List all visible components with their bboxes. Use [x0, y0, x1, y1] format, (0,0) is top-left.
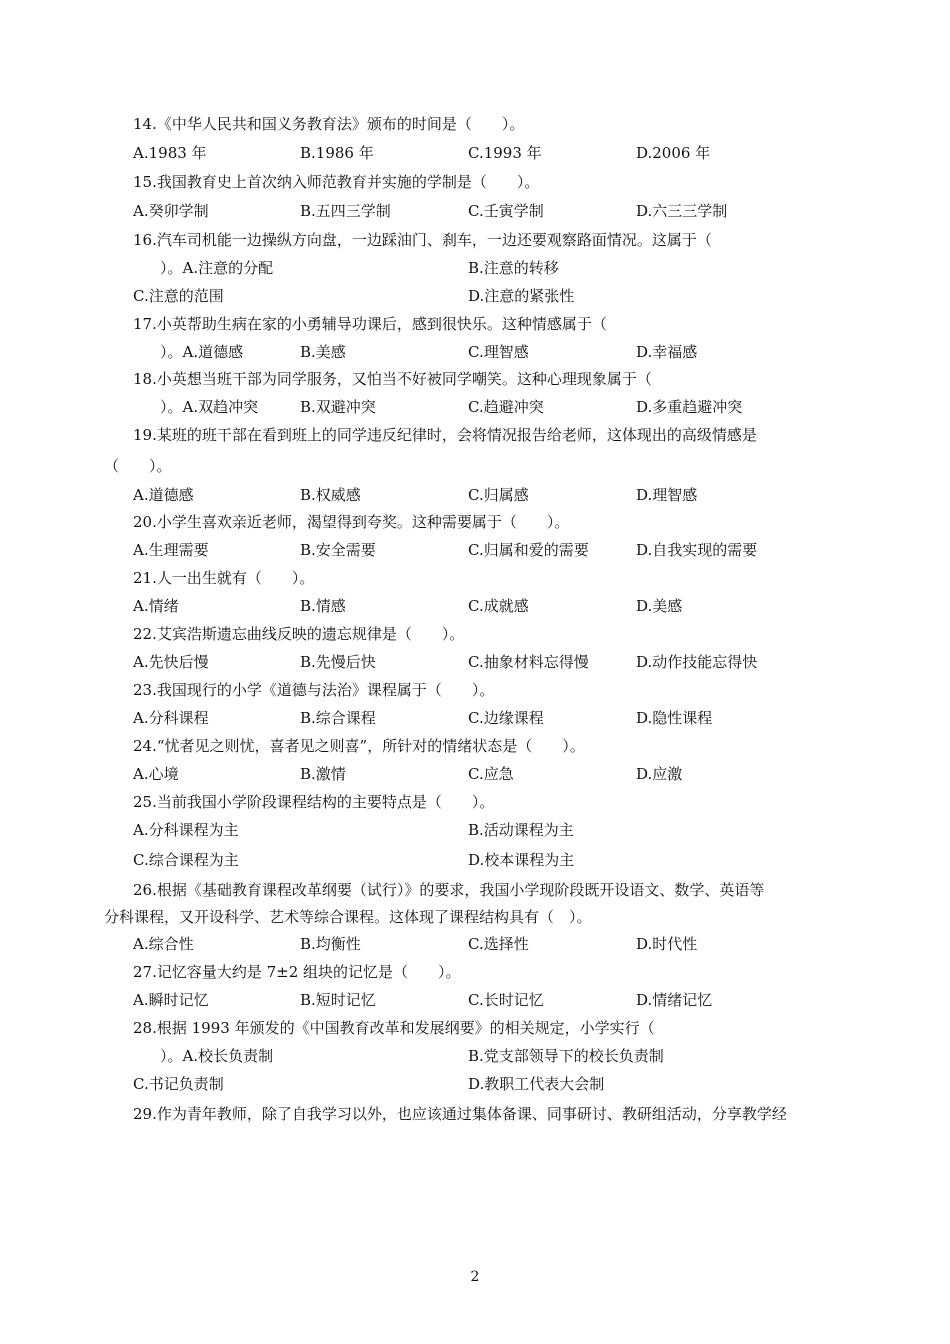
option: D.时代性: [636, 935, 698, 953]
question-stem: 20.小学生喜欢亲近老师，渴望得到夸奖。这种需要属于（ ）。: [133, 513, 570, 531]
option: B.情感: [300, 597, 346, 615]
option: C.归属感: [468, 486, 529, 504]
option: D.教职工代表大会制: [468, 1075, 605, 1093]
option: D.自我实现的需要: [636, 541, 758, 559]
option: C.理智感: [468, 343, 529, 361]
question-stem: 15.我国教育史上首次纳入师范教育并实施的学制是（ ）。: [133, 173, 540, 191]
option: D.美感: [636, 597, 683, 615]
option: A.分科课程: [133, 709, 209, 727]
option: C.应急: [468, 765, 514, 783]
question-stem: 25.当前我国小学阶段课程结构的主要特点是（ ）。: [133, 793, 495, 811]
option: A.道德感: [133, 486, 194, 504]
option: C.书记负责制: [133, 1075, 224, 1093]
option: D.多重趋避冲突: [636, 398, 743, 416]
option: C.注意的范围: [133, 287, 224, 305]
option: A.综合性: [133, 935, 194, 953]
option: D.应激: [636, 765, 683, 783]
question-stem-continued: （ ）。: [104, 457, 172, 475]
question-stem-continued: ）。A.注意的分配: [160, 259, 274, 277]
option: A.生理需要: [133, 541, 209, 559]
option: D.情绪记忆: [636, 991, 713, 1009]
option: B.短时记忆: [300, 991, 376, 1009]
option: B.双避冲突: [300, 398, 376, 416]
question-stem: 17.小英帮助生病在家的小勇辅导功课后，感到很快乐。这种情感属于（: [133, 315, 607, 333]
question-stem: 18.小英想当班干部为同学服务，又怕当不好被同学嘲笑。这种心理现象属于（: [133, 370, 652, 388]
option: C.边缘课程: [468, 709, 544, 727]
option: C.综合课程为主: [133, 851, 239, 869]
page-number: 2: [470, 1269, 480, 1285]
question-stem: 16.汽车司机能一边操纵方向盘，一边踩油门、刹车，一边还要观察路面情况。这属于（: [133, 231, 712, 249]
option: B.党支部领导下的校长负责制: [468, 1047, 664, 1065]
option: D.六三三学制: [636, 202, 728, 220]
option: C.归属和爱的需要: [468, 541, 589, 559]
option: D.2006 年: [636, 144, 711, 162]
question-stem: 27.记忆容量大约是 7±2 组块的记忆是（ ）。: [133, 963, 461, 981]
question-stem: 21.人一出生就有（ ）。: [133, 569, 315, 587]
option: D.幸福感: [636, 343, 698, 361]
option: B.安全需要: [300, 541, 376, 559]
option: B.1986 年: [300, 144, 374, 162]
question-stem: 22.艾宾浩斯遗忘曲线反映的遗忘规律是（ ）。: [133, 625, 465, 643]
option: A.心境: [133, 765, 179, 783]
option: C.壬寅学制: [468, 202, 544, 220]
option: C.成就感: [468, 597, 529, 615]
question-stem: 19.某班的班干部在看到班上的同学违反纪律时，会将情况报告给老师，这体现出的高级情感是: [133, 426, 757, 444]
option: C.选择性: [468, 935, 529, 953]
option: B.活动课程为主: [468, 821, 574, 839]
option: B.权威感: [300, 486, 361, 504]
option: C.1993 年: [468, 144, 542, 162]
option: B.五四三学制: [300, 202, 391, 220]
option: C.长时记忆: [468, 991, 544, 1009]
option: D.动作技能忘得快: [636, 653, 758, 671]
option: A.情绪: [133, 597, 179, 615]
option: A.瞬时记忆: [133, 991, 209, 1009]
option: B.注意的转移: [468, 259, 559, 277]
option: D.理智感: [636, 486, 698, 504]
option: B.美感: [300, 343, 346, 361]
question-stem: 24.“忧者见之则忧，喜者见之则喜”，所针对的情绪状态是（ ）。: [133, 737, 585, 755]
question-stem: 26.根据《基础教育课程改革纲要（试行）》的要求，我国小学现阶段既开设语文、数学、英语等: [133, 881, 765, 899]
option: C.趋避冲突: [468, 398, 544, 416]
option: B.先慢后快: [300, 653, 376, 671]
question-stem: 14.《中华人民共和国义务教育法》颁布的时间是（ ）。: [133, 115, 525, 133]
question-stem-continued: ）。A.校长负责制: [160, 1047, 274, 1065]
question-stem: 29.作为青年教师，除了自我学习以外，也应该通过集体备课、同事研讨、教研组活动，分享教学经: [133, 1105, 787, 1123]
option: D.注意的紧张性: [468, 287, 575, 305]
question-stem: 23.我国现行的小学《道德与法治》课程属于（ ）。: [133, 681, 495, 699]
option: B.均衡性: [300, 935, 361, 953]
option: B.激情: [300, 765, 346, 783]
option: D.校本课程为主: [468, 851, 575, 869]
option: D.隐性课程: [636, 709, 713, 727]
question-stem: 28.根据 1993 年颁发的《中国教育改革和发展纲要》的相关规定，小学实行（: [133, 1019, 655, 1037]
option: A.先快后慢: [133, 653, 209, 671]
option: C.抽象材料忘得慢: [468, 653, 589, 671]
question-stem-continued: ）。A.双趋冲突: [160, 398, 259, 416]
option: B.综合课程: [300, 709, 376, 727]
question-stem-continued: 分科课程，又开设科学、艺术等综合课程。这体现了课程结构具有（ ）。: [104, 908, 592, 926]
option: A.分科课程为主: [133, 821, 239, 839]
question-stem-continued: ）。A.道德感: [160, 343, 244, 361]
option: A.癸卯学制: [133, 202, 209, 220]
option: A.1983 年: [133, 144, 207, 162]
